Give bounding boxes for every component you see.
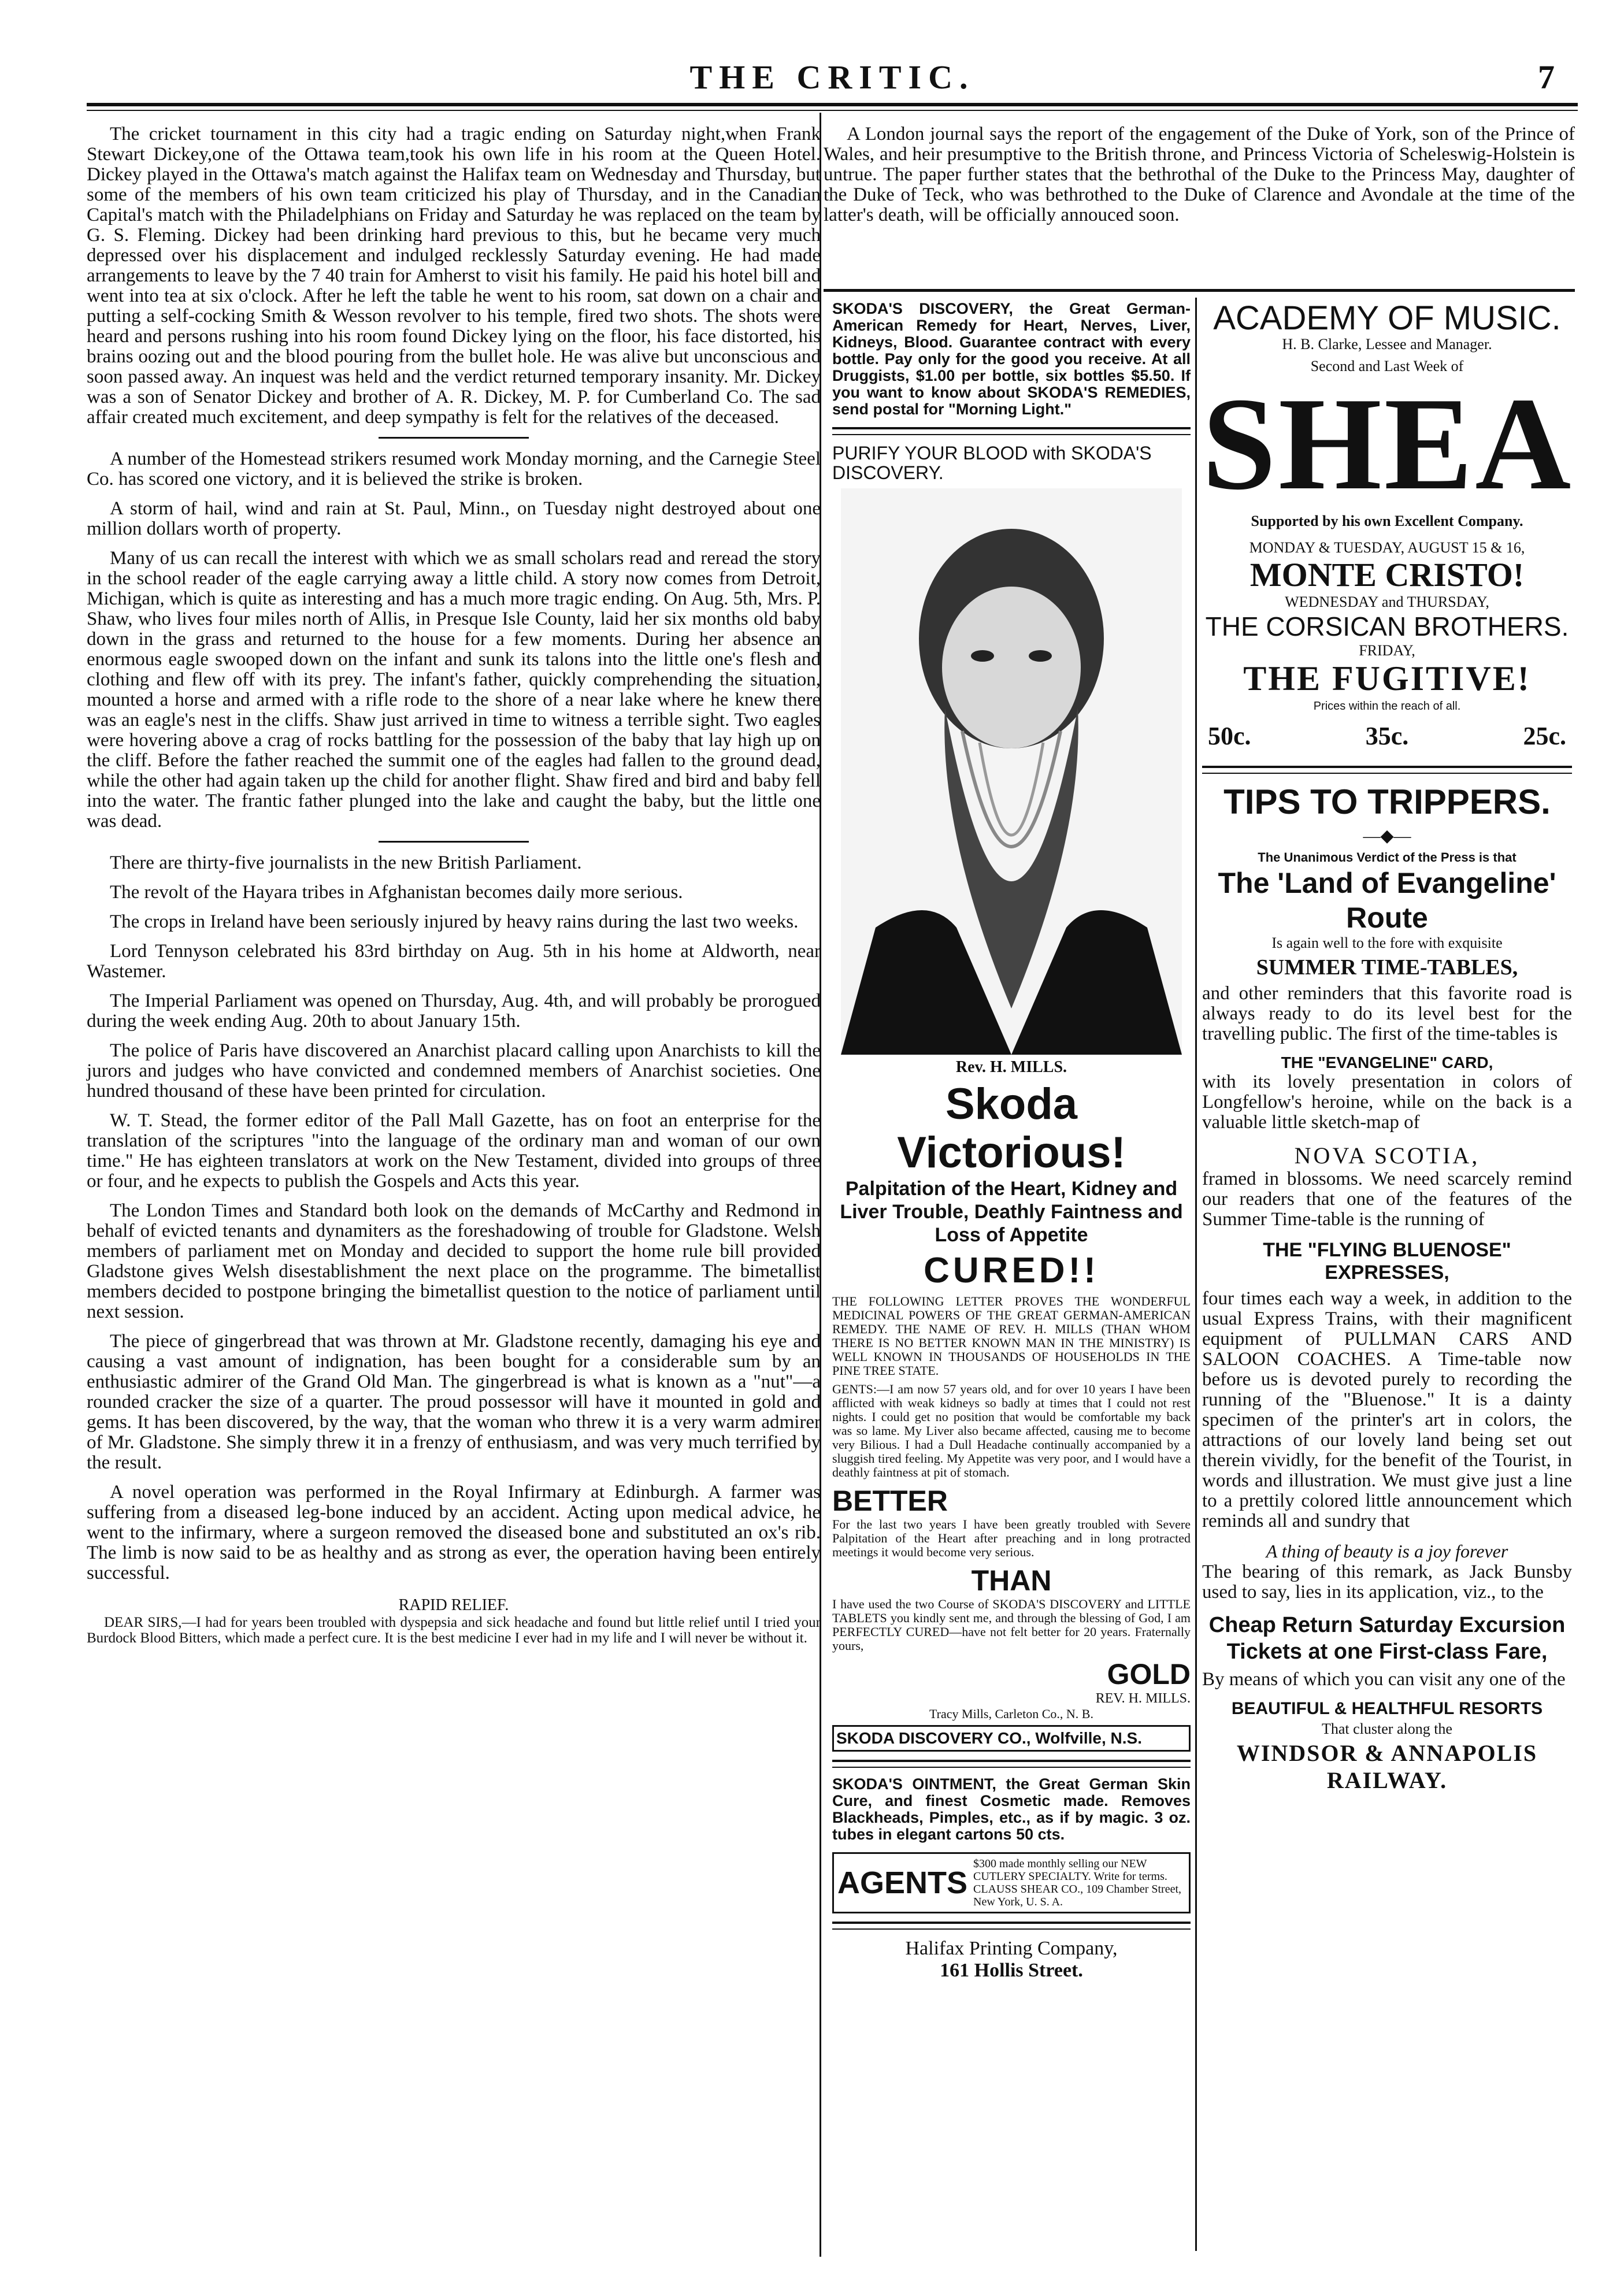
news-item: Lord Tennyson celebrated his 83rd birthday on Aug. 5th in his home at Aldworth, near Wastemer. <box>87 941 821 982</box>
tips-four-times: four times each way a week, in addition to the usual Express Trains, with their magnificent equipment of PULLMAN CARS AND SALOON COACHES. A Time-table now before us is devoted purely to recording the running of the "Bluenose." It is a dainty specimen of the printer's art in colors, the attractions of our lovely land being set out therein vividly, for the benefit of the Tourist, in words and illustration. We must give just a line to a prettily colored little announcement which reminds all and sundry that <box>1202 1288 1572 1531</box>
skoda-intro: SKODA'S DISCOVERY, the Great German-American Remedy for Heart, Nerves, Liver, Kidneys, Blood. Guarantee contract with every bottle. Pay only for the good you receive. At all Druggists, $1.00 per bottle, six bottles $5.50. If you want to know about SKODA'S REMEDIES, send postal for "Morning Light." <box>832 300 1191 418</box>
article-homestead: A number of the Homestead strikers resumed work Monday morning, and the Carnegie Steel Co. has scored one victory, and it is believed the strike is broken. <box>87 448 821 489</box>
price-35: 35c. <box>1365 722 1409 750</box>
ad-rule <box>1202 766 1572 774</box>
tips-title: TIPS TO TRIPPERS. <box>1223 782 1551 821</box>
academy-dates-1: MONDAY & TUESDAY, AUGUST 15 & 16, <box>1249 539 1525 556</box>
news-item: The police of Paris have discovered an Anarchist placard calling upon Anarchists to kill the jurors and judges who have convicted and condemned members of Anarchist societies. One hundred thousand of these have been printed for circulation. <box>87 1040 821 1101</box>
tips-cheap: Cheap Return Saturday Excursion Tickets at one First-class Fare, <box>1208 1613 1566 1664</box>
price-25: 25c. <box>1523 722 1566 750</box>
play-monte-cristo: MONTE CRISTO! <box>1249 556 1525 594</box>
header-rule-thin <box>87 110 1578 111</box>
separator <box>379 437 529 439</box>
skoda-gold: GOLD <box>1107 1658 1191 1690</box>
academy-dates-2: WEDNESDAY and THURSDAY, <box>1285 594 1489 610</box>
skoda-ointment: SKODA'S OINTMENT, the Great German Skin Cure, and finest Cosmetic made. Removes Blackheads, Pimples, etc., as if by magic. 3 oz. tubes in elegant cartons 50 cts. <box>832 1775 1191 1843</box>
skoda-than: THAN <box>971 1564 1052 1597</box>
skoda-letter-part2: For the last two years I have been greatly troubled with Severe Palpitation of the Heart after preaching and in long protracted meetings it would become very serious. <box>832 1517 1191 1559</box>
section-rule <box>824 289 1575 292</box>
tips-reminders: and other reminders that this favorite road is always ready to do its level best for the travelling public. The first of the time-tables is <box>1202 983 1572 1044</box>
skoda-headline: Skoda Victorious! <box>897 1080 1126 1177</box>
tips-cluster: That cluster along the <box>1322 1720 1452 1737</box>
printer-name: Halifax Printing Company, <box>905 1938 1118 1959</box>
tips-bluenose: THE "FLYING BLUENOSE" EXPRESSES, <box>1263 1239 1511 1284</box>
tips-summer: SUMMER TIME-TABLES, <box>1256 955 1518 980</box>
page-header <box>87 58 1578 96</box>
diamond-ornament: —◆— <box>1363 826 1411 845</box>
ad-divider <box>1195 298 1197 2251</box>
skoda-better: BETTER <box>832 1485 948 1517</box>
news-item: The Imperial Parliament was opened on Thursday, Aug. 4th, and will probably be prorogued during the week ending Aug. 20th to about January 15th. <box>87 991 821 1032</box>
academy-manager: H. B. Clarke, Lessee and Manager. <box>1282 336 1492 353</box>
agents-word: AGENTS <box>837 1865 968 1900</box>
news-column-left <box>87 124 821 1655</box>
tips-nova-scotia: NOVA SCOTIA, <box>1294 1143 1480 1169</box>
tips-resorts: BEAUTIFUL & HEALTHFUL RESORTS <box>1231 1699 1543 1718</box>
news-item: W. T. Stead, the former editor of the Pall Mall Gazette, has on foot an enterprise for the translation of the scriptures "into the language of the ordinary man and woman of our own time." He has eighteen translators at work on the New Testament, divided into groups of three or four, and he expects to publish the Gospels and Acts this year. <box>87 1110 821 1192</box>
news-item: The piece of gingerbread that was thrown at Mr. Gladstone recently, damaging his eye and causing a vast amount of indignation, has been bought for a considerable sum by an enthusiastic admirer of the Grand Old Man. The gingerbread is what is known as a "nut"—a rounded cracker the size of a quarter. The proud possessor will have it mounted in gold and gems. It has been discovered, by the way, that the woman who threw it is a very warm admirer of Mr. Gladstone. She simply threw it in a frenzy of enthusiasm, and was very much terrified by the result. <box>87 1331 821 1473</box>
skoda-letter-part3: I have used the two Course of SKODA'S DISCOVERY and LITTLE TABLETS you kindly sent me, and through the blessing of God, I am PERFECTLY CURED—have not felt better for 20 years. Fraternally yours, <box>832 1597 1191 1653</box>
prices-note: Prices within the reach of all. <box>1313 700 1461 713</box>
news-item: A novel operation was performed in the Royal Infirmary at Edinburgh. A farmer was suffering from a diseased leg-bone induced by an accident. Acting upon medical advice, he went to the infirmary, where a surgeon removed the diseased bone and substituted an ox's rib. The limb is now said to be as healthy and as strong as ever, the operation having been entirely successful. <box>87 1482 821 1583</box>
header-rule <box>87 103 1578 106</box>
tips-card: THE "EVANGELINE" CARD, <box>1281 1054 1493 1071</box>
portrait-engraving <box>841 488 1182 1055</box>
tips-again: Is again well to the fore with exquisite <box>1271 934 1503 951</box>
article-eagle: Many of us can recall the interest with which we as small scholars read and reread the story in the school reader of the eagle carrying away a little child. A story now comes from Detroit, Michigan, which is quite as interesting and has a much more tragic ending. On Aug. 5th, Mrs. P. Shaw, who lives four miles north of Allis, in Presque Isle County, laid her six months old baby down in the grass and returned to the house for a few moments. During her absence an enormous eagle swooped down on the infant and sunk its talons into the little one's flesh and clothing and flew off with its prey. The infant's father, quickly comprehending the situation, mounted a horse and armed with a rifle rode to the shore of a near lake where he knew there was an eagle's nest in the cliffs. Shaw just arrived in time to witness a terrible sight. Two eagles were hovering above a crag of rocks battling for the possession of the baby that lay high up on the cliff. Before the father reached the summit one of the eagles had fallen to the ground dead, while the other had again taken up the child for another flight. Shaw fired and bird and baby fell into the water. The frantic father plunged into the lake and caught the baby, but the little one was dead. <box>87 548 821 832</box>
separator <box>379 841 529 843</box>
tips-beauty: A thing of beauty is a joy forever <box>1266 1541 1508 1562</box>
article-cricket: The cricket tournament in this city had a tragic ending on Saturday night,when Frank Stewart Dickey,one of the Ottawa team,took his own life in his room at the Queen Hotel. Dickey played in the Ottawa's match against the Halifax team on Wednesday and Thursday, but some of the members of his own team criticized his play of Thursday, and in the Canadian Capital's match with the Philadelphians on Friday and Saturday he was replaced on the team by G. S. Fleming. Dickey had been drinking hard previous to this, but he became very much depressed over his displacement and indulged recklessly Saturday evening. He had made arrangements to leave by the 7 40 train for Amherst to visit his family. He paid his hotel bill and went into tea at six o'clock. After he left the table he went to his room, sat down on a chair and putting a self-cocking Smith & Wesson revolver to his temple, fired two shots. The shots were heard and persons rushing into his room found Dickey lying on the floor, his face distorted, his brains oozing out and the blood pouring from the bullet hole. He was alive but unconscious and soon passed away. An inquest was held and the verdict returned temporary insanity. Mr. Dickey was a son of Senator Dickey and brother of A. R. Dickey, M. P. for Cumberland Co. The sad affair created much excitement, and deep sympathy is felt for the relatives of the deceased. <box>87 124 821 428</box>
ad-rule <box>832 427 1191 435</box>
skoda-place: Tracy Mills, Carleton Co., N. B. <box>929 1707 1093 1721</box>
academy-week: Second and Last Week of <box>1310 358 1464 374</box>
masthead: THE CRITIC. <box>689 58 975 96</box>
tips-means: By means of which you can visit any one of the <box>1202 1669 1566 1690</box>
tips-card-text: with its lovely presentation in colors of Longfellow's heroine, while on the back is a valuable little sketch-map of <box>1202 1071 1572 1133</box>
news-item: The revolt of the Hayara tribes in Afghanistan becomes daily more serious. <box>110 882 683 903</box>
skoda-signature: REV. H. MILLS. <box>1095 1691 1191 1706</box>
skoda-advertisement <box>832 301 1191 1982</box>
ad-rule <box>832 1760 1191 1768</box>
portrait-image <box>841 488 1182 1055</box>
article-duke-of-york: A London journal says the report of the engagement of the Duke of York, son of the Prince of Wales, and heir presumptive to the British throne, and Princess Victoria of Scheleswig-Holstein is untrue. The paper further states that the bethrothal of the Duke to the Princess May, daughter of the Duke of Teck, who was bethrothed to the Duke of Clarence and Avondale at the time of the latter's death, will be officially annouced soon. <box>824 124 1575 225</box>
rapid-relief-title: RAPID RELIEF. <box>398 1596 509 1614</box>
skoda-subheadline: Palpitation of the Heart, Kidney and Liver Trouble, Deathly Faintness and Loss of Appetite <box>840 1178 1183 1246</box>
printer-address: 161 Hollis Street. <box>940 1960 1083 1981</box>
news-item: The London Times and Standard both look on the demands of McCarthy and Redmond in behalf of evicted tenants and dynamiters as the foreshadowing of trouble for Gladstone. Welsh members of parliament met on Monday and decided to support the home rule bill provided Gladstone gives Welsh disestablishment the next place on the programme. The bimetallist members decided to postpone bringing the bimetallist question to the notice of parliament until next session. <box>87 1200 821 1322</box>
shea-name: SHEA <box>1202 370 1574 517</box>
academy-dates-3: FRIDAY, <box>1359 642 1415 659</box>
article-storm: A storm of hail, wind and rain at St. Paul, Minn., on Tuesday night destroyed about one million dollars worth of property. <box>87 498 821 539</box>
page-number: 7 <box>1538 58 1555 96</box>
skoda-letter-part1: GENTS:—I am now 57 years old, and for over 10 years I have been afflicted with weak kidneys so badly at times that I could not rest nights. I could get no position that would be comfortable my back was so lame. My Liver also became affected, causing me to become very Bilious. I had a Dull Headache continually accompanied by a sluggish tired feeling. My Appetite was very poor, and I would have a deathly faintness at pit of stomach. <box>832 1382 1191 1479</box>
play-corsican-brothers: THE CORSICAN BROTHERS. <box>1205 611 1569 641</box>
agents-text: $300 made monthly selling our NEW CUTLERY SPECIALTY. Write for terms. CLAUSS SHEAR CO., 109 Chamber Street, New York, U. S. A. <box>973 1857 1182 1908</box>
news-item: There are thirty-five journalists in the new British Parliament. <box>110 852 582 873</box>
tips-railway: WINDSOR & ANNAPOLIS RAILWAY. <box>1236 1740 1538 1793</box>
prices-row <box>1202 714 1572 758</box>
academy-supported: Supported by his own Excellent Company. <box>1251 513 1523 529</box>
news-item: The crops in Ireland have been seriously injured by heavy rains during the last two weeks. <box>110 911 799 932</box>
theatre-and-railway-ads <box>1202 301 1572 1794</box>
portrait-caption: Rev. H. MILLS. <box>955 1058 1067 1076</box>
skoda-purify: PURIFY YOUR BLOOD with SKODA'S DISCOVERY. <box>832 443 1152 483</box>
news-column-right <box>824 124 1575 235</box>
ad-rule <box>832 1922 1191 1930</box>
skoda-letter-intro: THE FOLLOWING LETTER PROVES THE WONDERFUL MEDICINAL POWERS OF THE GREAT GERMAN-AMERICAN REMEDY. THE NAME OF REV. H. MILLS (THAN WHOM THERE IS NO BETTER KNOWN MAN IN THE MINISTRY) IS WELL KNOWN IN THOUSANDS OF HOUSEHOLDS IN THE PINE TREE STATE. <box>832 1294 1191 1378</box>
play-fugitive: THE FUGITIVE! <box>1243 659 1531 698</box>
price-50: 50c. <box>1208 722 1251 750</box>
tips-bearing: The bearing of this remark, as Jack Bunsby used to say, lies in its application, viz., to the <box>1202 1562 1572 1603</box>
tips-route: The 'Land of Evangeline' Route <box>1218 867 1556 934</box>
academy-title: ACADEMY OF MUSIC. <box>1213 299 1561 337</box>
agents-advertisement <box>832 1852 1191 1913</box>
skoda-company: SKODA DISCOVERY CO., Wolfville, N.S. <box>832 1725 1191 1752</box>
tips-framed: framed in blossoms. We need scarcely remind our readers that one of the features of the Summer Time-table is the running of <box>1202 1169 1572 1230</box>
rapid-relief-text: DEAR SIRS,—I had for years been troubled with dyspepsia and sick headache and found but little relief until I tried your Burdock Blood Bitters, which made a perfect cure. It is the best medicine I ever had in my life and I will never be without it. <box>87 1615 821 1646</box>
skoda-cured: CURED!! <box>924 1251 1099 1290</box>
tips-verdict: The Unanimous Verdict of the Press is that <box>1258 850 1517 865</box>
